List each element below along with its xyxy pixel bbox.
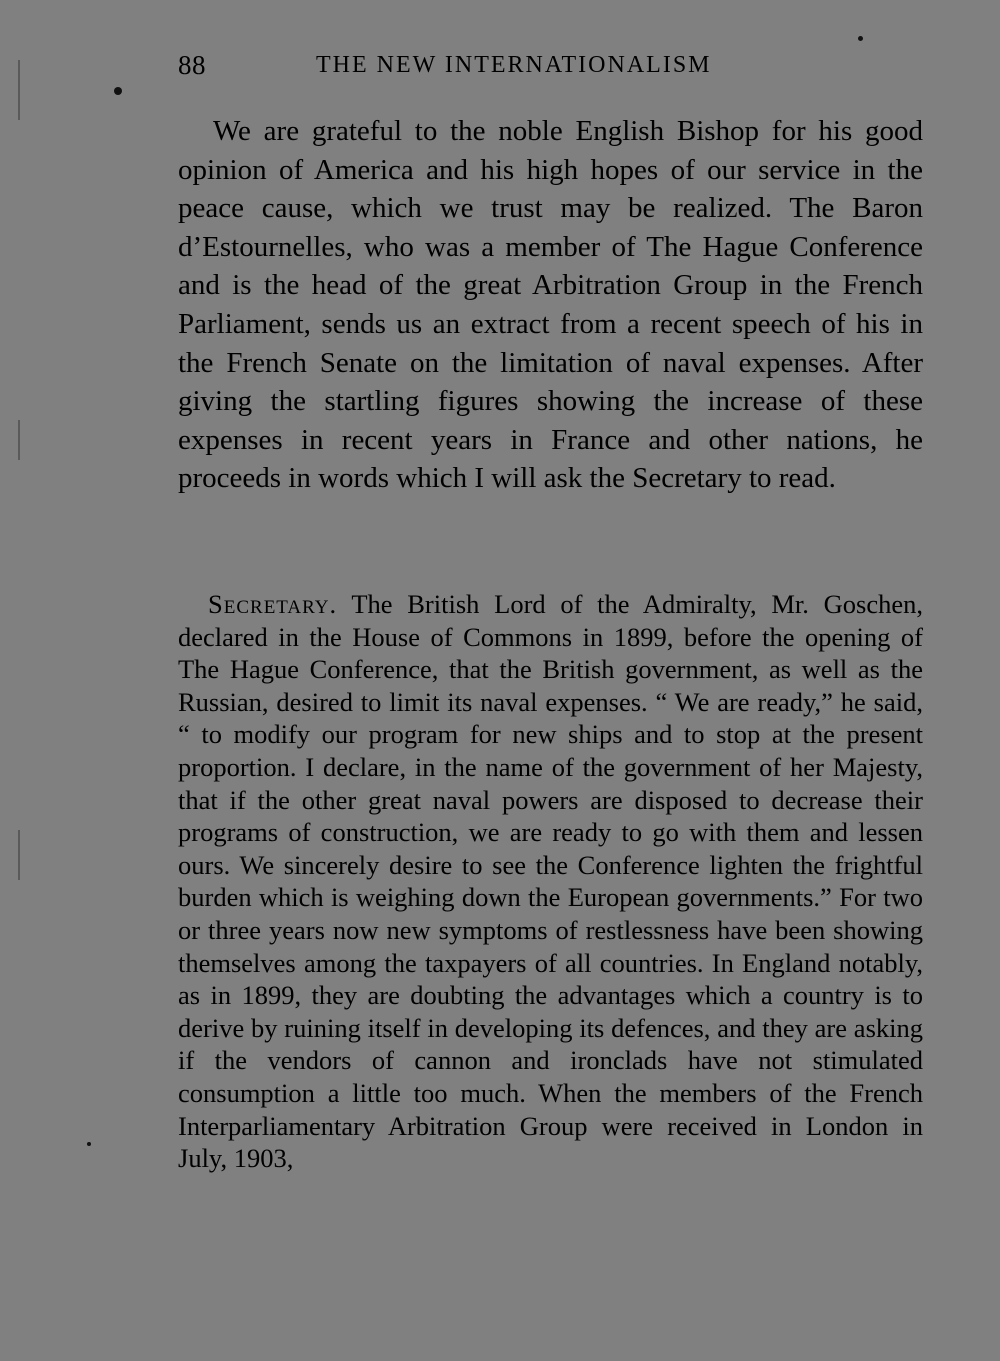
body-paragraph	[178, 112, 923, 498]
scan-speck	[114, 87, 122, 95]
scan-edge-mark	[18, 420, 20, 460]
scan-speck	[858, 36, 863, 41]
scan-edge-mark	[18, 60, 20, 120]
quoted-paragraph	[178, 588, 923, 1175]
paragraph-text: We are grateful to the noble English Bishop for his good opinion of America and his high hopes of our service in the peace cause, which we trust may be realized. The Baron d’Estournelles, who was a member of The Hague Conference and is the head of the great Arbitration Group in the French Parliament, sends us an extract from a recent speech of his in the French Senate on the limitation of naval expenses. After giving the startling figures showing the increase of these expenses in recent years in France and other nations, he proceeds in words which I will ask the Secretary to read.	[178, 115, 923, 495]
scan-edge-mark	[18, 830, 20, 880]
page-header	[178, 50, 784, 86]
speaker-label: Secretary.	[208, 589, 338, 619]
paragraph-text: The British Lord of the Admiralty, Mr. Goschen, declared in the House of Commons in 1899, before the opening of The Hague Conference, that the British government, as well as the Russian, desired to limit its naval expenses. “ We are ready,” he said, “ to modify our program for new ships and to stop at the present proportion. I declare, in the name of the government of her Majesty, that if the other great naval powers are disposed to decrease their programs of construction, we are ready to go with them and lessen ours. We sincerely desire to see the Conference lighten the frightful burden which is weighing down the European governments.” For two or three years now new symptoms of restlessness have been showing themselves among the taxpayers of all countries. In England notably, as in 1899, they are doubting the advantages which a country is to derive by ruining itself in developing its defences, and they are asking if the vendors of cannon and ironclads have not stimulated consumption a little too much. When the members of the French Interparliamentary Arbitration Group were received in London in July, 1903,	[178, 589, 923, 1174]
page-number: 88	[178, 50, 206, 80]
scan-speck	[87, 1142, 91, 1146]
running-head: THE NEW INTERNATIONALISM	[316, 52, 712, 78]
